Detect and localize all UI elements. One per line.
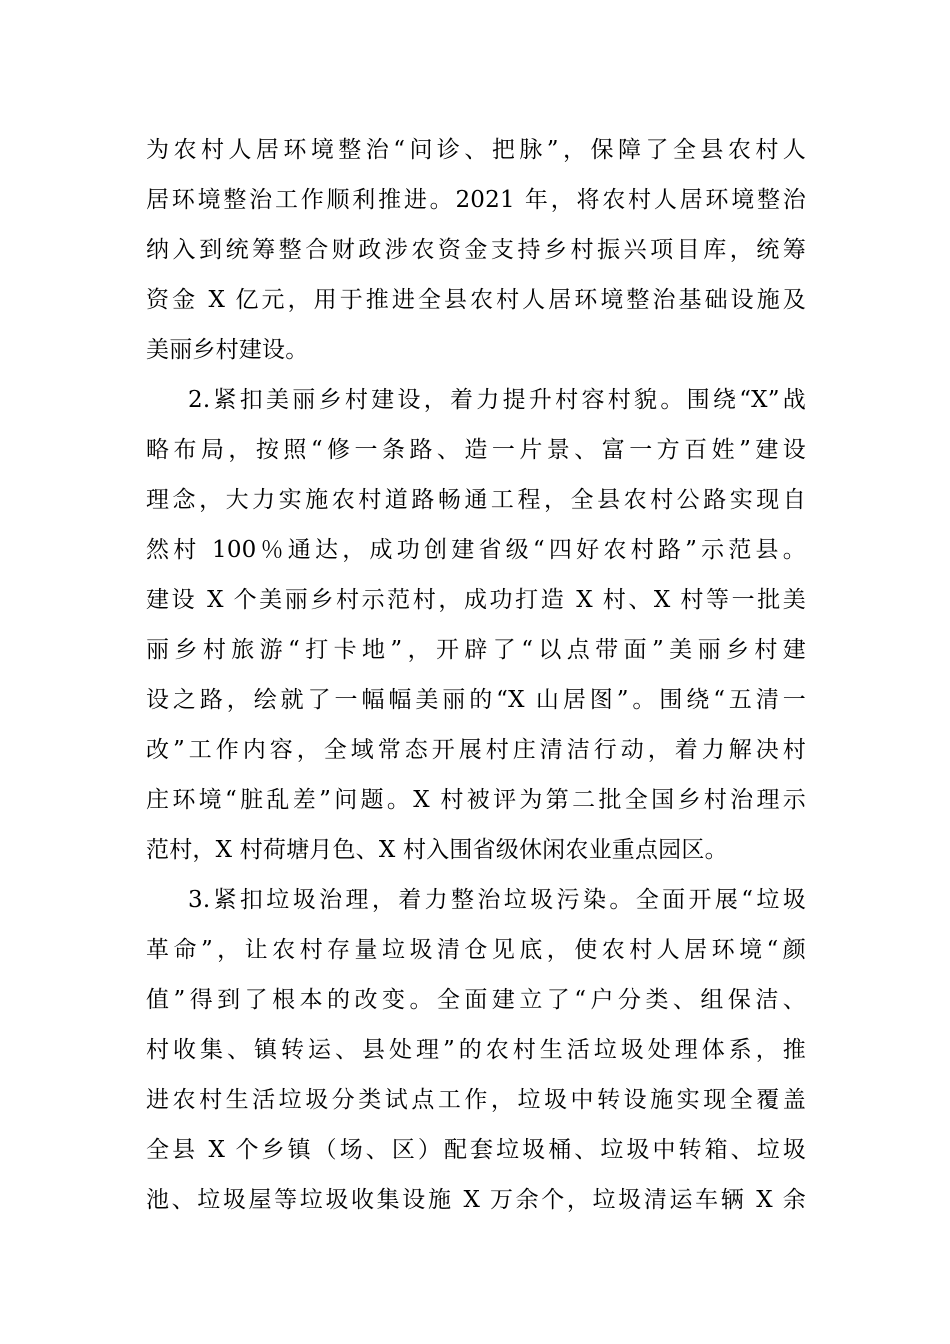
text-line: 资金 X 亿元，用于推进全县农村人居环境整治基础设施及: [146, 287, 806, 313]
text-line: 值”得到了根本的改变。全面建立了“户分类、组保洁、: [146, 987, 806, 1013]
text-line: 建设 X 个美丽乡村示范村，成功打造 X 村、X 村等一批美: [146, 587, 806, 613]
text-line: 范村，X 村荷塘月色、X 村入围省级休闲农业重点园区。: [146, 837, 728, 863]
text-line: 改”工作内容，全域常态开展村庄清洁行动，着力解决村: [146, 737, 806, 763]
text-line: 理念，大力实施农村道路畅通工程，全县农村公路实现自: [146, 487, 806, 513]
text-line: 池、垃圾屋等垃圾收集设施 X 万余个，垃圾清运车辆 X 余: [146, 1187, 806, 1213]
text-line: 然村 100％通达，成功创建省级“四好农村路”示范县。: [146, 537, 806, 563]
text-line: 为农村人居环境整治“问诊、把脉”，保障了全县农村人: [146, 137, 806, 163]
text-line: 进农村生活垃圾分类试点工作，垃圾中转设施实现全覆盖: [146, 1087, 806, 1113]
text-line: 丽乡村旅游“打卡地”，开辟了“以点带面”美丽乡村建: [146, 637, 806, 663]
text-line: 略布局，按照“修一条路、造一片景、富一方百姓”建设: [146, 437, 806, 463]
paragraph-2-first-line: 2.紧扣美丽乡村建设，着力提升村容村貌。围绕“X”战: [188, 387, 806, 413]
paragraph-3-first-line: 3.紧扣垃圾治理，着力整治垃圾污染。全面开展“垃圾: [188, 887, 806, 913]
text-line: 美丽乡村建设。: [146, 337, 309, 363]
text-line: 村收集、镇转运、县处理”的农村生活垃圾处理体系，推: [146, 1037, 806, 1063]
text-line: 居环境整治工作顺利推进。2021 年，将农村人居环境整治: [146, 187, 806, 213]
text-line: 庄环境“脏乱差”问题。X 村被评为第二批全国乡村治理示: [146, 787, 806, 813]
text-line: 全县 X 个乡镇（场、区）配套垃圾桶、垃圾中转箱、垃圾: [146, 1137, 806, 1163]
text-line: 革命”，让农村存量垃圾清仓见底，使农村人居环境“颜: [146, 937, 806, 963]
text-line: 纳入到统筹整合财政涉农资金支持乡村振兴项目库，统筹: [146, 237, 806, 263]
text-line: 设之路，绘就了一幅幅美丽的“X 山居图”。围绕“五清一: [146, 687, 806, 713]
